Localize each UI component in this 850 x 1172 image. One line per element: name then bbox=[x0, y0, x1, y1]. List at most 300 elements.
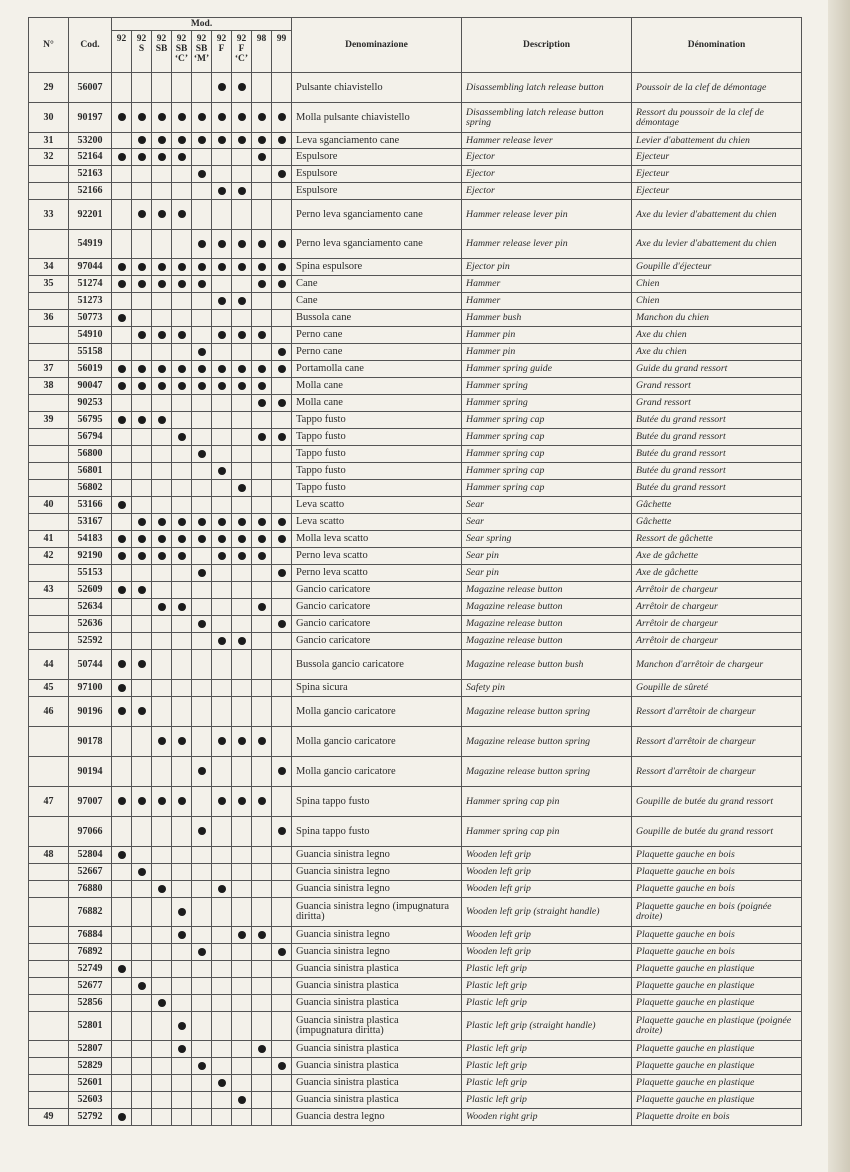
denomination: Arrêtoir de chargeur bbox=[632, 633, 802, 650]
model-cell bbox=[232, 310, 252, 327]
denominazione: Guancia sinistra plastica bbox=[292, 995, 462, 1012]
description: Wooden right grip bbox=[462, 1109, 632, 1126]
model-cell bbox=[192, 697, 212, 727]
applicable-dot-icon bbox=[158, 603, 166, 611]
model-cell bbox=[112, 149, 132, 166]
denomination: Manchon d'arrêtoir de chargeur bbox=[632, 650, 802, 680]
applicable-dot-icon bbox=[218, 365, 226, 373]
model-cell bbox=[152, 680, 172, 697]
denominazione: Molla cane bbox=[292, 395, 462, 412]
model-header-line bbox=[132, 54, 151, 64]
model-cell bbox=[272, 697, 292, 727]
model-cell bbox=[132, 166, 152, 183]
model-cell bbox=[272, 412, 292, 429]
model-cell bbox=[112, 1109, 132, 1126]
col-header-cod: Cod. bbox=[69, 18, 112, 73]
model-header bbox=[212, 31, 232, 73]
model-cell bbox=[152, 133, 172, 149]
applicable-dot-icon bbox=[178, 153, 186, 161]
model-cell bbox=[272, 961, 292, 978]
model-cell bbox=[152, 787, 172, 817]
item-number bbox=[29, 565, 69, 582]
description: Sear bbox=[462, 514, 632, 531]
item-number bbox=[29, 633, 69, 650]
applicable-dot-icon bbox=[178, 535, 186, 543]
model-cell bbox=[192, 133, 212, 149]
model-cell bbox=[212, 1092, 232, 1109]
model-cell bbox=[272, 73, 292, 103]
model-cell bbox=[152, 1075, 172, 1092]
item-number bbox=[29, 927, 69, 944]
model-cell bbox=[152, 276, 172, 293]
model-cell bbox=[112, 480, 132, 497]
model-header-line: 92 bbox=[116, 34, 127, 44]
denomination: Goupille d'éjecteur bbox=[632, 259, 802, 276]
model-cell bbox=[232, 1075, 252, 1092]
applicable-dot-icon bbox=[258, 153, 266, 161]
model-cell bbox=[212, 864, 232, 881]
part-code: 52164 bbox=[69, 149, 112, 166]
denomination: Chien bbox=[632, 293, 802, 310]
model-cell bbox=[272, 1058, 292, 1075]
applicable-dot-icon bbox=[178, 908, 186, 916]
model-cell bbox=[232, 847, 252, 864]
table-row bbox=[29, 514, 802, 531]
model-cell bbox=[192, 480, 212, 497]
applicable-dot-icon bbox=[198, 382, 206, 390]
model-cell bbox=[212, 361, 232, 378]
denomination: Goupille de butée du grand ressort bbox=[632, 787, 802, 817]
applicable-dot-icon bbox=[158, 280, 166, 288]
applicable-dot-icon bbox=[178, 136, 186, 144]
model-cell bbox=[172, 697, 192, 727]
model-cell bbox=[232, 697, 252, 727]
model-cell bbox=[212, 817, 232, 847]
applicable-dot-icon bbox=[118, 965, 126, 973]
model-cell bbox=[112, 259, 132, 276]
part-code: 55153 bbox=[69, 565, 112, 582]
model-cell bbox=[132, 259, 152, 276]
model-cell bbox=[192, 429, 212, 446]
model-cell bbox=[132, 412, 152, 429]
model-cell bbox=[212, 327, 232, 344]
applicable-dot-icon bbox=[218, 637, 226, 645]
applicable-dot-icon bbox=[238, 297, 246, 305]
part-code: 76892 bbox=[69, 944, 112, 961]
model-cell bbox=[112, 200, 132, 230]
model-cell bbox=[132, 582, 152, 599]
applicable-dot-icon bbox=[138, 660, 146, 668]
applicable-dot-icon bbox=[198, 535, 206, 543]
model-cell bbox=[112, 898, 132, 927]
model-cell bbox=[212, 73, 232, 103]
model-cell bbox=[152, 378, 172, 395]
model-cell bbox=[232, 1012, 252, 1041]
model-cell bbox=[172, 73, 192, 103]
model-cell bbox=[252, 133, 272, 149]
model-cell bbox=[232, 395, 252, 412]
item-number bbox=[29, 293, 69, 310]
denomination: Manchon du chien bbox=[632, 310, 802, 327]
model-cell bbox=[232, 565, 252, 582]
applicable-dot-icon bbox=[238, 484, 246, 492]
table-row bbox=[29, 961, 802, 978]
denomination: Axe de gâchette bbox=[632, 548, 802, 565]
model-cell bbox=[152, 961, 172, 978]
model-cell bbox=[212, 697, 232, 727]
description: Plastic left grip bbox=[462, 1058, 632, 1075]
part-code: 97100 bbox=[69, 680, 112, 697]
model-cell bbox=[212, 514, 232, 531]
model-cell bbox=[232, 133, 252, 149]
applicable-dot-icon bbox=[198, 948, 206, 956]
model-cell bbox=[212, 497, 232, 514]
model-cell bbox=[232, 680, 252, 697]
applicable-dot-icon bbox=[118, 552, 126, 560]
model-cell bbox=[272, 1041, 292, 1058]
part-code: 54919 bbox=[69, 230, 112, 259]
model-cell bbox=[152, 412, 172, 429]
table-row bbox=[29, 412, 802, 429]
model-cell bbox=[172, 881, 192, 898]
model-cell bbox=[252, 361, 272, 378]
applicable-dot-icon bbox=[238, 187, 246, 195]
model-cell bbox=[112, 787, 132, 817]
denominazione: Leva sganciamento cane bbox=[292, 133, 462, 149]
applicable-dot-icon bbox=[118, 416, 126, 424]
model-cell bbox=[232, 1109, 252, 1126]
table-row bbox=[29, 787, 802, 817]
model-cell bbox=[152, 582, 172, 599]
model-cell bbox=[152, 898, 172, 927]
model-cell bbox=[172, 1012, 192, 1041]
item-number bbox=[29, 881, 69, 898]
model-cell bbox=[272, 978, 292, 995]
model-cell bbox=[172, 230, 192, 259]
model-cell bbox=[252, 531, 272, 548]
item-number: 35 bbox=[29, 276, 69, 293]
model-cell bbox=[112, 166, 132, 183]
applicable-dot-icon bbox=[278, 827, 286, 835]
model-cell bbox=[172, 446, 192, 463]
model-cell bbox=[252, 497, 272, 514]
model-cell bbox=[172, 1058, 192, 1075]
applicable-dot-icon bbox=[178, 737, 186, 745]
denomination: Ejecteur bbox=[632, 149, 802, 166]
model-cell bbox=[232, 183, 252, 200]
applicable-dot-icon bbox=[218, 297, 226, 305]
model-cell bbox=[192, 1041, 212, 1058]
model-cell bbox=[192, 582, 212, 599]
model-cell bbox=[232, 599, 252, 616]
part-code: 52829 bbox=[69, 1058, 112, 1075]
model-header-line: 98 bbox=[256, 34, 267, 44]
item-number: 40 bbox=[29, 497, 69, 514]
model-cell bbox=[132, 548, 152, 565]
model-cell bbox=[272, 582, 292, 599]
applicable-dot-icon bbox=[258, 240, 266, 248]
table-row bbox=[29, 361, 802, 378]
model-cell bbox=[112, 927, 132, 944]
model-cell bbox=[152, 1041, 172, 1058]
denominazione: Perno leva sganciamento cane bbox=[292, 200, 462, 230]
item-number bbox=[29, 446, 69, 463]
applicable-dot-icon bbox=[158, 885, 166, 893]
item-number bbox=[29, 995, 69, 1012]
model-cell bbox=[272, 310, 292, 327]
applicable-dot-icon bbox=[178, 210, 186, 218]
model-cell bbox=[112, 582, 132, 599]
model-cell bbox=[132, 463, 152, 480]
applicable-dot-icon bbox=[258, 113, 266, 121]
model-cell bbox=[132, 1109, 152, 1126]
item-number: 47 bbox=[29, 787, 69, 817]
model-cell bbox=[252, 259, 272, 276]
model-cell bbox=[132, 327, 152, 344]
description: Sear pin bbox=[462, 565, 632, 582]
model-cell bbox=[132, 230, 152, 259]
description: Plastic left grip (straight handle) bbox=[462, 1012, 632, 1041]
model-cell bbox=[252, 1092, 272, 1109]
denomination: Axe du chien bbox=[632, 344, 802, 361]
table-row bbox=[29, 259, 802, 276]
model-cell bbox=[232, 200, 252, 230]
model-cell bbox=[232, 650, 252, 680]
model-cell bbox=[252, 961, 272, 978]
model-cell bbox=[192, 327, 212, 344]
model-cell bbox=[132, 1012, 152, 1041]
model-cell bbox=[272, 727, 292, 757]
model-cell bbox=[232, 497, 252, 514]
item-number bbox=[29, 183, 69, 200]
model-cell bbox=[232, 230, 252, 259]
applicable-dot-icon bbox=[138, 535, 146, 543]
model-cell bbox=[192, 310, 212, 327]
model-cell bbox=[192, 995, 212, 1012]
applicable-dot-icon bbox=[138, 518, 146, 526]
model-cell bbox=[112, 412, 132, 429]
model-cell bbox=[212, 599, 232, 616]
model-cell bbox=[192, 200, 212, 230]
applicable-dot-icon bbox=[218, 240, 226, 248]
model-cell bbox=[272, 944, 292, 961]
model-cell bbox=[212, 1012, 232, 1041]
model-cell bbox=[272, 680, 292, 697]
model-cell bbox=[272, 429, 292, 446]
description: Hammer pin bbox=[462, 327, 632, 344]
model-cell bbox=[172, 978, 192, 995]
model-cell bbox=[112, 133, 132, 149]
model-cell bbox=[172, 757, 192, 787]
applicable-dot-icon bbox=[238, 552, 246, 560]
denomination: Arrêtoir de chargeur bbox=[632, 582, 802, 599]
part-code: 52801 bbox=[69, 1012, 112, 1041]
model-cell bbox=[152, 463, 172, 480]
model-cell bbox=[252, 616, 272, 633]
applicable-dot-icon bbox=[178, 113, 186, 121]
table-row bbox=[29, 847, 802, 864]
applicable-dot-icon bbox=[198, 348, 206, 356]
part-code: 97044 bbox=[69, 259, 112, 276]
applicable-dot-icon bbox=[158, 136, 166, 144]
model-cell bbox=[112, 1075, 132, 1092]
model-cell bbox=[192, 361, 212, 378]
model-cell bbox=[112, 497, 132, 514]
item-number bbox=[29, 344, 69, 361]
model-cell bbox=[252, 1012, 272, 1041]
item-number: 46 bbox=[29, 697, 69, 727]
denominazione: Espulsore bbox=[292, 166, 462, 183]
applicable-dot-icon bbox=[138, 707, 146, 715]
denomination: Plaquette gauche en bois bbox=[632, 881, 802, 898]
part-code: 52749 bbox=[69, 961, 112, 978]
model-cell bbox=[232, 446, 252, 463]
model-cell bbox=[192, 378, 212, 395]
model-cell bbox=[252, 697, 272, 727]
part-code: 90196 bbox=[69, 697, 112, 727]
model-cell bbox=[172, 616, 192, 633]
model-cell bbox=[152, 757, 172, 787]
model-cell bbox=[272, 864, 292, 881]
applicable-dot-icon bbox=[178, 1022, 186, 1030]
item-number bbox=[29, 864, 69, 881]
model-cell bbox=[192, 103, 212, 133]
applicable-dot-icon bbox=[238, 83, 246, 91]
model-cell bbox=[272, 133, 292, 149]
applicable-dot-icon bbox=[158, 999, 166, 1007]
model-cell bbox=[232, 927, 252, 944]
model-cell bbox=[232, 978, 252, 995]
model-cell bbox=[232, 757, 252, 787]
table-row bbox=[29, 599, 802, 616]
model-cell bbox=[272, 650, 292, 680]
model-cell bbox=[172, 361, 192, 378]
description: Disassembling latch release button spring bbox=[462, 103, 632, 133]
description: Disassembling latch release button bbox=[462, 73, 632, 103]
denomination: Butée du grand ressort bbox=[632, 429, 802, 446]
model-cell bbox=[192, 757, 212, 787]
applicable-dot-icon bbox=[258, 737, 266, 745]
model-cell bbox=[172, 565, 192, 582]
applicable-dot-icon bbox=[218, 797, 226, 805]
part-code: 52636 bbox=[69, 616, 112, 633]
model-cell bbox=[152, 697, 172, 727]
model-cell bbox=[252, 978, 272, 995]
applicable-dot-icon bbox=[158, 113, 166, 121]
model-cell bbox=[132, 599, 152, 616]
description: Hammer pin bbox=[462, 344, 632, 361]
model-cell bbox=[112, 327, 132, 344]
applicable-dot-icon bbox=[118, 660, 126, 668]
denominazione: Molla cane bbox=[292, 378, 462, 395]
denominazione: Gancio caricatore bbox=[292, 582, 462, 599]
model-cell bbox=[192, 1092, 212, 1109]
model-cell bbox=[252, 200, 272, 230]
applicable-dot-icon bbox=[238, 535, 246, 543]
model-cell bbox=[212, 582, 232, 599]
description: Plastic left grip bbox=[462, 1075, 632, 1092]
model-cell bbox=[132, 898, 152, 927]
model-cell bbox=[232, 327, 252, 344]
model-cell bbox=[132, 480, 152, 497]
model-cell bbox=[232, 166, 252, 183]
applicable-dot-icon bbox=[118, 501, 126, 509]
denominazione: Molla gancio caricatore bbox=[292, 757, 462, 787]
model-header-line: F bbox=[238, 44, 245, 54]
model-cell bbox=[172, 103, 192, 133]
model-header bbox=[192, 31, 212, 73]
denomination: Plaquette gauche en plastique bbox=[632, 1041, 802, 1058]
model-cell bbox=[112, 463, 132, 480]
model-cell bbox=[132, 183, 152, 200]
denominazione: Molla gancio caricatore bbox=[292, 697, 462, 727]
applicable-dot-icon bbox=[238, 263, 246, 271]
applicable-dot-icon bbox=[178, 331, 186, 339]
model-header bbox=[272, 31, 292, 73]
table-row bbox=[29, 697, 802, 727]
applicable-dot-icon bbox=[278, 365, 286, 373]
model-cell bbox=[252, 927, 272, 944]
applicable-dot-icon bbox=[118, 535, 126, 543]
part-code: 92190 bbox=[69, 548, 112, 565]
model-cell bbox=[172, 149, 192, 166]
item-number: 32 bbox=[29, 149, 69, 166]
item-number: 36 bbox=[29, 310, 69, 327]
model-header-line bbox=[252, 54, 271, 64]
model-cell bbox=[232, 1041, 252, 1058]
model-cell bbox=[252, 103, 272, 133]
part-code: 50744 bbox=[69, 650, 112, 680]
model-cell bbox=[212, 995, 232, 1012]
part-code: 76884 bbox=[69, 927, 112, 944]
denominazione: Guancia sinistra legno bbox=[292, 881, 462, 898]
model-cell bbox=[232, 898, 252, 927]
denomination: Plaquette droite en bois bbox=[632, 1109, 802, 1126]
applicable-dot-icon bbox=[258, 136, 266, 144]
denominazione: Guancia sinistra plastica (impugnatura diritta) bbox=[292, 1012, 462, 1041]
model-header-line bbox=[272, 54, 291, 64]
model-cell bbox=[252, 757, 272, 787]
applicable-dot-icon bbox=[258, 399, 266, 407]
denomination: Plaquette gauche en bois bbox=[632, 847, 802, 864]
item-number: 41 bbox=[29, 531, 69, 548]
model-cell bbox=[132, 514, 152, 531]
item-number: 31 bbox=[29, 133, 69, 149]
applicable-dot-icon bbox=[198, 240, 206, 248]
applicable-dot-icon bbox=[138, 552, 146, 560]
denominazione: Cane bbox=[292, 293, 462, 310]
applicable-dot-icon bbox=[238, 931, 246, 939]
description: Wooden left grip bbox=[462, 927, 632, 944]
description: Ejector pin bbox=[462, 259, 632, 276]
table-row bbox=[29, 927, 802, 944]
model-cell bbox=[252, 1109, 272, 1126]
applicable-dot-icon bbox=[118, 263, 126, 271]
model-cell bbox=[172, 497, 192, 514]
model-cell bbox=[212, 395, 232, 412]
part-code: 52856 bbox=[69, 995, 112, 1012]
model-cell bbox=[212, 412, 232, 429]
model-cell bbox=[192, 183, 212, 200]
model-cell bbox=[152, 259, 172, 276]
model-cell bbox=[172, 961, 192, 978]
part-code: 54183 bbox=[69, 531, 112, 548]
applicable-dot-icon bbox=[178, 382, 186, 390]
model-cell bbox=[252, 787, 272, 817]
applicable-dot-icon bbox=[258, 931, 266, 939]
model-cell bbox=[132, 616, 152, 633]
model-cell bbox=[132, 961, 152, 978]
